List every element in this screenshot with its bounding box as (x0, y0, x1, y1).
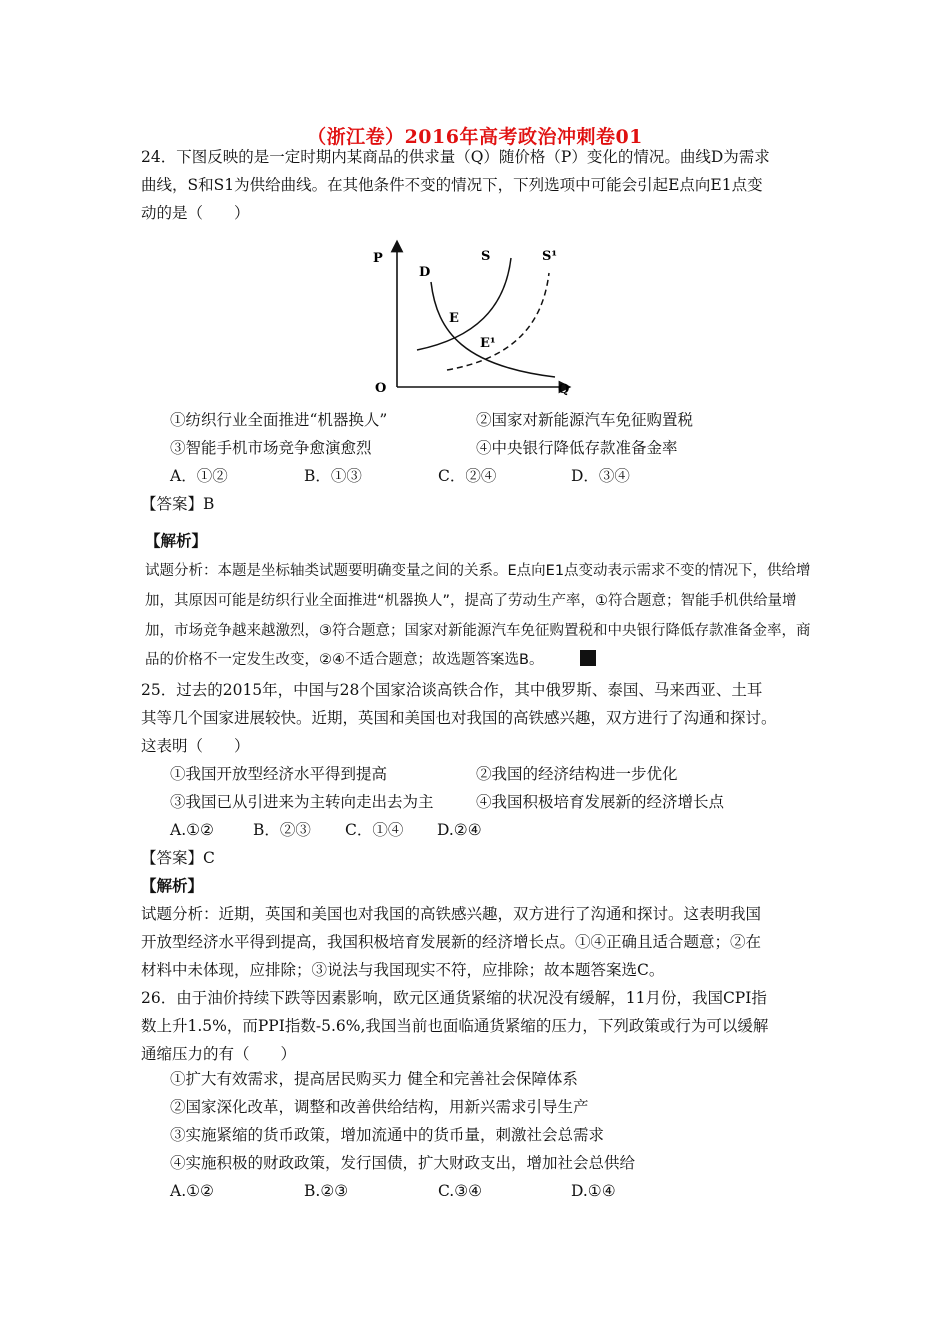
q25-option-2: ②我国的经济结构进一步优化 (476, 765, 678, 783)
q25-choice-b: B．②③ (253, 821, 311, 839)
q24-stem-line-3: 动的是（ ） (141, 204, 250, 222)
q24-choice-a: A．①② (170, 467, 228, 485)
q26-stem-line-3: 通缩压力的有（ ） (141, 1045, 297, 1063)
label-o: O (375, 381, 387, 396)
q25-option-4: ④我国积极培育发展新的经济增长点 (476, 793, 725, 811)
label-d: D (419, 265, 431, 280)
q24-option-1: ①纺织行业全面推进“机器换人” (170, 411, 388, 429)
page-title: （浙江卷）2016年高考政治冲刺卷01 (307, 126, 643, 148)
q26-option-3: ③实施紧缩的货币政策，增加流通中的货币量，刺激社会总需求 (170, 1126, 605, 1144)
q25-choice-a: A.①② (170, 821, 214, 839)
q24-answer: 【答案】B (141, 495, 215, 513)
label-p: P (373, 251, 383, 266)
q24-stem-line-1: 24．下图反映的是一定时期内某商品的供求量（Q）随价格（P）变化的情况。曲线D为需求 (141, 148, 770, 166)
q24-choice-b: B．①③ (304, 467, 362, 485)
q24-analysis-line-4: 品的价格不一定发生改变，②④不适合题意；故选题答案选B。 (145, 652, 544, 668)
q25-stem-line-1: 25．过去的2015年，中国与28个国家洽谈高铁合作，其中俄罗斯、泰国、马来西亚、土耳 (141, 681, 763, 699)
q25-answer: 【答案】C (141, 849, 215, 867)
label-e: E (449, 311, 459, 326)
label-e1: E¹ (480, 336, 496, 351)
q24-analysis-line-3: 加，市场竞争越来越激烈，③符合题意；国家对新能源汽车免征购置税和中央银行降低存款准备金率，商 (145, 623, 811, 639)
q25-analysis-line-3: 材料中未体现，应排除；③说法与我国现实不符，应排除；故本题答案选C。 (141, 961, 665, 979)
q26-choice-b: B.②③ (304, 1182, 349, 1200)
q24-analysis-line-2: 加，其原因可能是纺织行业全面推进“机器换人”，提高了劳动生产率，①符合题意；智能手机供给量增 (145, 593, 797, 609)
supply-curve-s (417, 258, 511, 350)
supply-curve-s1 (447, 273, 549, 370)
q26-choice-c: C.③④ (438, 1182, 483, 1200)
q25-option-1: ①我国开放型经济水平得到提高 (170, 765, 388, 783)
q26-choice-d: D.①④ (571, 1182, 616, 1200)
q24-stem-line-2: 曲线，S和S1为供给曲线。在其他条件不变的情况下，下列选项中可能会引起E点向E1点变 (141, 176, 763, 194)
q24-option-4: ④中央银行降低存款准备金率 (476, 439, 678, 457)
black-square-mark (580, 650, 596, 666)
label-q: Q (558, 382, 570, 397)
q24-option-2: ②国家对新能源汽车免征购置税 (476, 411, 694, 429)
q25-analysis-line-1: 试题分析：近期，英国和美国也对我国的高铁感兴趣，双方进行了沟通和探讨。这表明我国 (141, 905, 762, 923)
q24-choice-c: C．②④ (438, 467, 497, 485)
q25-stem-line-3: 这表明（ ） (141, 737, 250, 755)
q25-choice-d: D.②④ (437, 821, 482, 839)
q25-analysis-line-2: 开放型经济水平得到提高，我国积极培育发展新的经济增长点。①④正确且适合题意；②在 (141, 933, 762, 951)
label-s: S (481, 249, 491, 264)
supply-demand-graph (365, 238, 585, 398)
q26-stem-line-2: 数上升1.5%，而PPI指数-5.6%,我国当前也面临通货紧缩的压力，下列政策或行为可以缓解 (141, 1017, 769, 1035)
q26-option-4: ④实施积极的财政政策，发行国债，扩大财政支出，增加社会总供给 (170, 1154, 636, 1172)
q24-choice-d: D．③④ (571, 467, 630, 485)
q26-option-2: ②国家深化改革，调整和改善供给结构，用新兴需求引导生产 (170, 1098, 589, 1116)
q24-option-3: ③智能手机市场竞争愈演愈烈 (170, 439, 372, 457)
demand-curve-d (431, 282, 555, 377)
q24-analysis-heading: 【解析】 (145, 531, 208, 550)
q25-choice-c: C．①④ (345, 821, 404, 839)
q24-analysis-line-1: 试题分析：本题是坐标轴类试题要明确变量之间的关系。E点向E1点变动表示需求不变的情况下，供给增 (145, 563, 811, 579)
q26-stem-line-1: 26．由于油价持续下跌等因素影响，欧元区通货紧缩的状况没有缓解，11月份，我国CPI指 (141, 989, 767, 1007)
q26-option-1: ①扩大有效需求，提高居民购买力 健全和完善社会保障体系 (170, 1070, 578, 1088)
q26-choice-a: A.①② (170, 1182, 214, 1200)
q25-option-3: ③我国已从引进来为主转向走出去为主 (170, 793, 434, 811)
label-s1: S¹ (542, 249, 558, 264)
q25-analysis-heading: 【解析】 (141, 876, 204, 895)
q25-stem-line-2: 其等几个国家进展较快。近期，英国和美国也对我国的高铁感兴趣，双方进行了沟通和探讨。 (141, 709, 777, 727)
